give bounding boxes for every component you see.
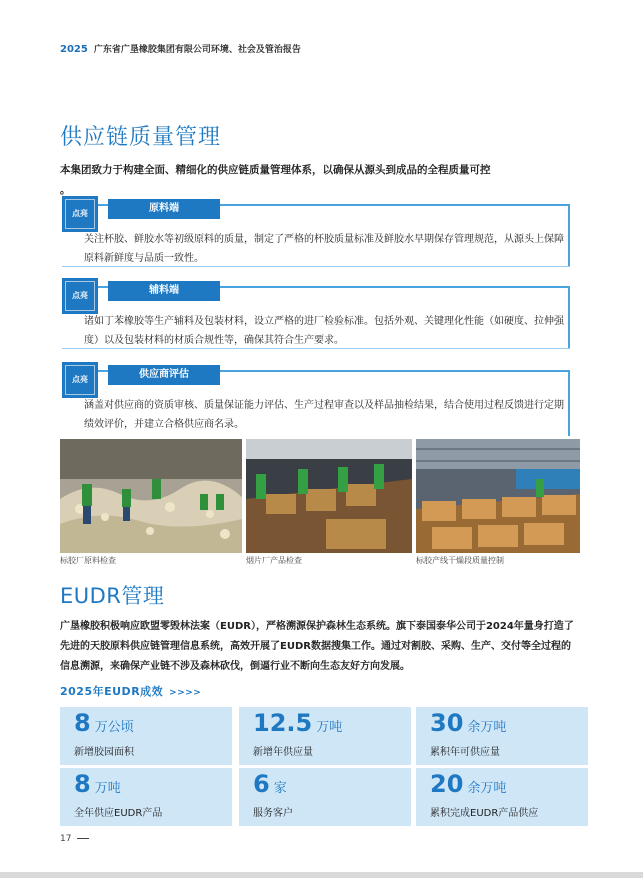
intro-text: 本集团致力于构建全面、精细化的供应链质量管理体系，以确保从源头到成品的全程质量可控 [60,164,491,176]
stat-value: 8 万公顷 [74,709,134,737]
block-supplier-evaluation [62,362,570,438]
stat-card [239,707,411,765]
stat-value: 30 余万吨 [430,709,507,737]
block-tag-icon: 点亮 [62,196,98,232]
stat-label: 新增年供应量 [253,747,313,758]
stat-card [239,768,411,826]
block-tag-icon: 点亮 [62,278,98,314]
photo-raw-material-inspection [60,439,242,553]
block-raw-material [62,196,570,272]
stat-label: 服务客户 [253,808,293,819]
photo-smoked-sheet-inspection [246,439,412,553]
stat-label: 累积年可供应量 [430,747,500,758]
report-header [60,42,301,55]
intro-tail: 。 [60,184,71,196]
photo-caption: 标胶厂原料检查 [60,556,116,565]
block-label: 辅料端 [108,281,220,301]
photo-caption: 烟片厂产品检查 [246,556,302,565]
eudr-paragraph: 广垦橡胶积极响应欧盟零毁林法案（EUDR），严格溯源保护森林生态系统。旗下泰国泰华公司于2024年量身打造了先进的天胶原料供应链管理信息系统，高效开展了EUDR数据搜集工作。通过对割胶、采购、生产、交付等全过程的信息溯源，来确保产业链不涉及森林砍伐，倒逼行业不断向生态友好方向发展。 [60,621,574,672]
section-title-eudr: EUDR管理 [60,584,165,608]
section-intro [60,160,580,200]
page-number: 17 [60,834,89,844]
eudr-subtitle [60,683,201,699]
stat-card [416,768,588,826]
block-label: 原料端 [108,199,220,219]
block-auxiliary-material [62,278,570,354]
stat-label: 累积完成EUDR产品供应 [430,808,539,819]
photo-drying-quality-control [416,439,580,553]
block-text: 涵盖对供应商的资质审核、质量保证能力评估、生产过程审查以及样品抽检结果，结合使用过程反馈进行定期绩效评价，并建立合格供应商名录。 [84,400,564,430]
report-title: 广东省广垦橡胶集团有限公司环境、社会及管治报告 [93,45,301,55]
eudr-subtitle-text: 2025年EUDR成效 [60,685,164,698]
block-text: 诸如丁苯橡胶等生产辅料及包装材料，设立严格的进厂检验标准。包括外观、关键理化性能（如硬度、拉伸强度）以及包装材料的材质合规性等，确保其符合生产要求。 [84,316,564,346]
stat-label: 全年供应EUDR产品 [74,808,163,819]
photo-strip [60,439,580,569]
photo-caption: 标胶产线干燥段质量控制 [416,556,504,565]
stat-value: 12.5 万吨 [253,709,343,737]
stat-card [416,707,588,765]
block-label: 供应商评估 [108,365,220,385]
stat-value: 6 家 [253,770,287,798]
bottom-bar [0,872,643,878]
arrows-icon: >>>> [169,688,202,698]
stat-card [60,768,232,826]
stat-card [60,707,232,765]
section-title-supply-chain: 供应链质量管理 [60,125,222,150]
block-text: 关注杯胶、鲜胶水等初级原料的质量，制定了严格的杯胶质量标准及鲜胶水早期保存管理规范，从源头上保障原料新鲜度与品质一致性。 [84,234,564,264]
stat-value: 20 余万吨 [430,770,507,798]
block-tag-icon: 点亮 [62,362,98,398]
stat-label: 新增胶园面积 [74,747,134,758]
report-year: 2025 [60,44,88,55]
stat-value: 8 万吨 [74,770,121,798]
